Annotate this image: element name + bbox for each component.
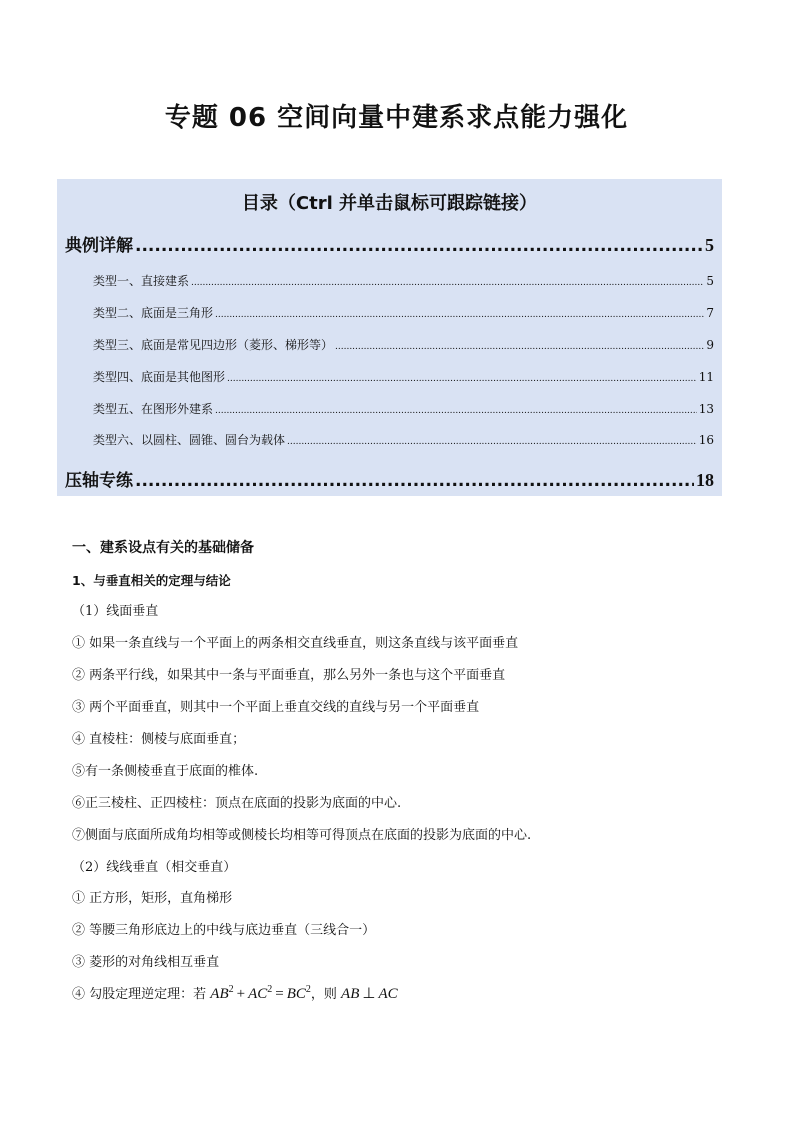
- toc-page-number: 9: [706, 338, 714, 352]
- text-mid: ，则: [310, 987, 337, 1002]
- toc-page-number: 18: [696, 470, 714, 490]
- toc-item-type-5[interactable]: [93, 400, 714, 417]
- toc-page-number: 16: [698, 433, 714, 447]
- text-line: ③ 两个平面垂直，则其中一个平面上垂直交线的直线与另一个平面垂直: [72, 700, 480, 715]
- toc-leader-dots: [215, 310, 704, 320]
- text-line: ① 正方形，矩形，直角梯形: [72, 891, 233, 906]
- toc-item-label: 类型六、以圆柱、圆锥、圆台为载体: [93, 433, 286, 447]
- toc-page-number: 5: [706, 274, 714, 288]
- text-line: ④ 直棱柱：侧棱与底面垂直；: [72, 732, 246, 747]
- toc-leader-dots: [335, 342, 704, 352]
- toc-item-label: 类型五、在图形外建系: [93, 402, 214, 416]
- text-line: ② 等腰三角形底边上的中线与底边垂直（三线合一）: [72, 923, 376, 938]
- toc-item-label: 类型二、底面是三角形: [93, 306, 214, 320]
- toc-leader-dots: [227, 374, 697, 384]
- text-prefix: ④ 勾股定理逆定理：若: [72, 987, 207, 1002]
- toc-item-type-1[interactable]: [93, 272, 714, 289]
- toc-section-label: 典例详解: [65, 236, 133, 256]
- math-equation: $AB^2 + AC^2 = BC^2$: [210, 984, 311, 1002]
- toc-item-label: 类型一、直接建系: [93, 274, 190, 288]
- text-line: （2）线线垂直（相交垂直）: [72, 860, 237, 875]
- table-of-contents: [57, 179, 722, 496]
- page-title: 专题 06 空间向量中建系求点能力强化: [164, 103, 629, 133]
- toc-section-label: 压轴专练: [65, 471, 133, 491]
- math-perpendicular: AB ⊥ AC: [341, 986, 398, 1002]
- toc-page-number: 13: [698, 402, 714, 416]
- section-heading: 一、建系设点有关的基础储备: [72, 540, 254, 556]
- toc-item-type-3[interactable]: [93, 336, 714, 353]
- toc-heading: 目录（Ctrl 并单击鼠标可跟踪链接）: [241, 193, 538, 214]
- toc-item-label: 类型四、底面是其他图形: [93, 370, 226, 384]
- toc-item-type-2[interactable]: [93, 304, 714, 321]
- text-line: ③ 菱形的对角线相互垂直: [72, 955, 220, 970]
- text-line: （1）线面垂直: [72, 604, 159, 619]
- toc-leader-dots: [135, 471, 694, 491]
- toc-item-label: 类型三、底面是常见四边形（菱形、梯形等）: [93, 338, 334, 352]
- toc-item-type-4[interactable]: [93, 368, 714, 385]
- toc-page-number: 7: [706, 306, 714, 320]
- text-line: ① 如果一条直线与一个平面上的两条相交直线垂直，则这条直线与该平面垂直: [72, 636, 519, 651]
- toc-page-number: 5: [705, 235, 714, 255]
- toc-leader-dots: [135, 236, 703, 256]
- text-line: ⑥正三棱柱、正四棱柱：顶点在底面的投影为底面的中心.: [72, 796, 402, 811]
- toc-leader-dots: [215, 406, 697, 416]
- toc-leader-dots: [191, 278, 704, 288]
- toc-item-type-6[interactable]: [93, 431, 714, 448]
- toc-section-examples[interactable]: [65, 231, 714, 256]
- toc-section-exercises[interactable]: [65, 466, 714, 491]
- text-line-pythagorean: [72, 983, 398, 1003]
- subsection-heading: 1、与垂直相关的定理与结论: [72, 573, 231, 588]
- toc-leader-dots: [287, 437, 697, 447]
- text-line: ② 两条平行线，如果其中一条与平面垂直，那么另外一条也与这个平面垂直: [72, 668, 506, 683]
- text-line: ⑦侧面与底面所成角均相等或侧棱长均相等可得顶点在底面的投影为底面的中心.: [72, 828, 532, 843]
- toc-page-number: 11: [698, 370, 714, 384]
- text-line: ⑤有一条侧棱垂直于底面的椎体.: [72, 764, 259, 779]
